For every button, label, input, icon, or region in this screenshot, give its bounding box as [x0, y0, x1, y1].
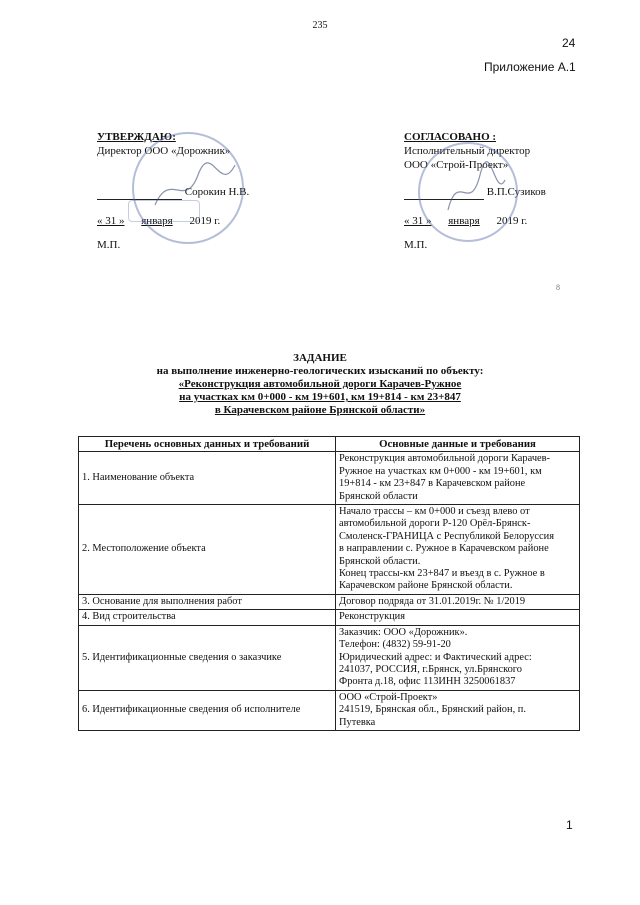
agree-signer: В.П.Сузиков — [486, 186, 546, 198]
row-value-line: Путевка — [339, 716, 376, 728]
row-value — [336, 625, 580, 690]
row-label: 6. Идентификационные сведения об исполнителе — [79, 690, 336, 730]
agree-seal-label: М.П. — [404, 239, 428, 251]
page-number-bottom: 1 — [566, 818, 573, 832]
agree-position-line2: ООО «Строй-Проект» — [404, 159, 509, 171]
row-value-line: Договор подряда от 31.01.2019г. № 1/2019 — [339, 595, 526, 607]
row-value-line: Брянской области. — [339, 555, 421, 567]
signature-scribble-right — [440, 160, 510, 220]
table-header-cell: Перечень основных данных и требований — [79, 437, 336, 452]
table-row — [79, 690, 580, 730]
row-value-line: Смоленск-ГРАНИЦА с Республикой Белоруссия — [339, 530, 554, 542]
row-value — [336, 594, 580, 609]
row-value-line: Юридический адрес: и Фактический адрес: — [339, 651, 532, 663]
row-value-line: Фронта д.18, офис 113ИНН 3250061837 — [339, 676, 516, 688]
row-label: 5. Идентификационные сведения о заказчике — [79, 625, 336, 690]
row-value-line: 241037, РОССИЯ, г.Брянск, ул.Брянского — [339, 663, 522, 675]
page-number-top: 24 — [562, 36, 576, 50]
row-value-line: 19+814 - км 23+847 в Карачевском районе — [339, 478, 526, 490]
row-value-line: Карачевском районе Брянской области. — [339, 580, 513, 592]
row-value-line: Телефон: (4832) 59-91-20 — [339, 639, 451, 651]
row-value-line: Реконструкция — [339, 611, 406, 623]
row-label: 4. Вид строительства — [79, 610, 336, 625]
row-value-line: в направлении с. Ружное в Карачевском районе — [339, 543, 549, 555]
row-value-line: Реконструкция автомобильной дороги Карачев- — [339, 453, 551, 465]
scan-page-number: 235 — [312, 20, 328, 31]
appendix-label: Приложение А.1 — [484, 60, 576, 74]
approve-signer: Сорокин Н.В. — [184, 186, 250, 198]
row-value-line: Брянской области — [339, 490, 418, 502]
agree-date-month: января — [448, 215, 480, 227]
agree-position-line1: Исполнительный директор — [404, 145, 531, 157]
row-value-line: автомобильной дороги Р-120 Орёл-Брянск- — [339, 518, 531, 530]
row-value — [336, 505, 580, 595]
scan-mark: 8 — [556, 283, 560, 292]
approve-heading: УТВЕРЖДАЮ: — [97, 131, 176, 143]
title-line4: на участках км 0+000 - км 19+601, км 19+814 - км 23+847 — [179, 391, 461, 403]
document-title — [0, 352, 640, 417]
table-body — [79, 452, 580, 731]
table-header-row — [79, 437, 580, 452]
row-value-line: ООО «Строй-Проект» — [339, 691, 438, 703]
approve-date-year: 2019 г. — [189, 215, 221, 227]
requirements-table — [78, 436, 580, 731]
table-row — [79, 505, 580, 595]
row-value-line: 241519, Брянская обл., Брянский район, п. — [339, 704, 526, 716]
row-label: 3. Основание для выполнения работ — [79, 594, 336, 609]
row-label: 2. Местоположение объекта — [79, 505, 336, 595]
agree-date-day: « 31 » — [404, 215, 432, 227]
table-row — [79, 625, 580, 690]
title-line1: ЗАДАНИЕ — [293, 352, 347, 364]
title-line5: в Карачевском районе Брянской области» — [214, 404, 426, 416]
row-value-line: Заказчик: ООО «Дорожник». — [339, 626, 468, 638]
title-line2: на выполнение инженерно-геологических изысканий по объекту: — [156, 365, 484, 377]
approve-position: Директор ООО «Дорожник» — [97, 145, 231, 157]
row-value-line: Ружное на участках км 0+000 - км 19+601, км — [339, 465, 542, 477]
row-value — [336, 690, 580, 730]
table-header-cell: Основные данные и требования — [336, 437, 580, 452]
approve-date-day: « 31 » — [97, 215, 125, 227]
signature-scribble-left — [150, 150, 240, 220]
table-row — [79, 452, 580, 505]
row-value-line: Начало трассы – км 0+000 и съезд влево от — [339, 506, 530, 518]
agree-heading: СОГЛАСОВАНО : — [404, 131, 497, 143]
title-line3: «Реконструкция автомобильной дороги Карачев-Ружное — [178, 378, 462, 390]
row-value — [336, 452, 580, 505]
agree-date-year: 2019 г. — [496, 215, 528, 227]
approve-date-month: января — [141, 215, 173, 227]
table-row — [79, 610, 580, 625]
approve-seal-label: М.П. — [97, 239, 121, 251]
table-row — [79, 594, 580, 609]
row-label: 1. Наименование объекта — [79, 452, 336, 505]
row-value — [336, 610, 580, 625]
row-value-line: Конец трассы-км 23+847 и въезд в с. Ружное в — [339, 568, 545, 580]
